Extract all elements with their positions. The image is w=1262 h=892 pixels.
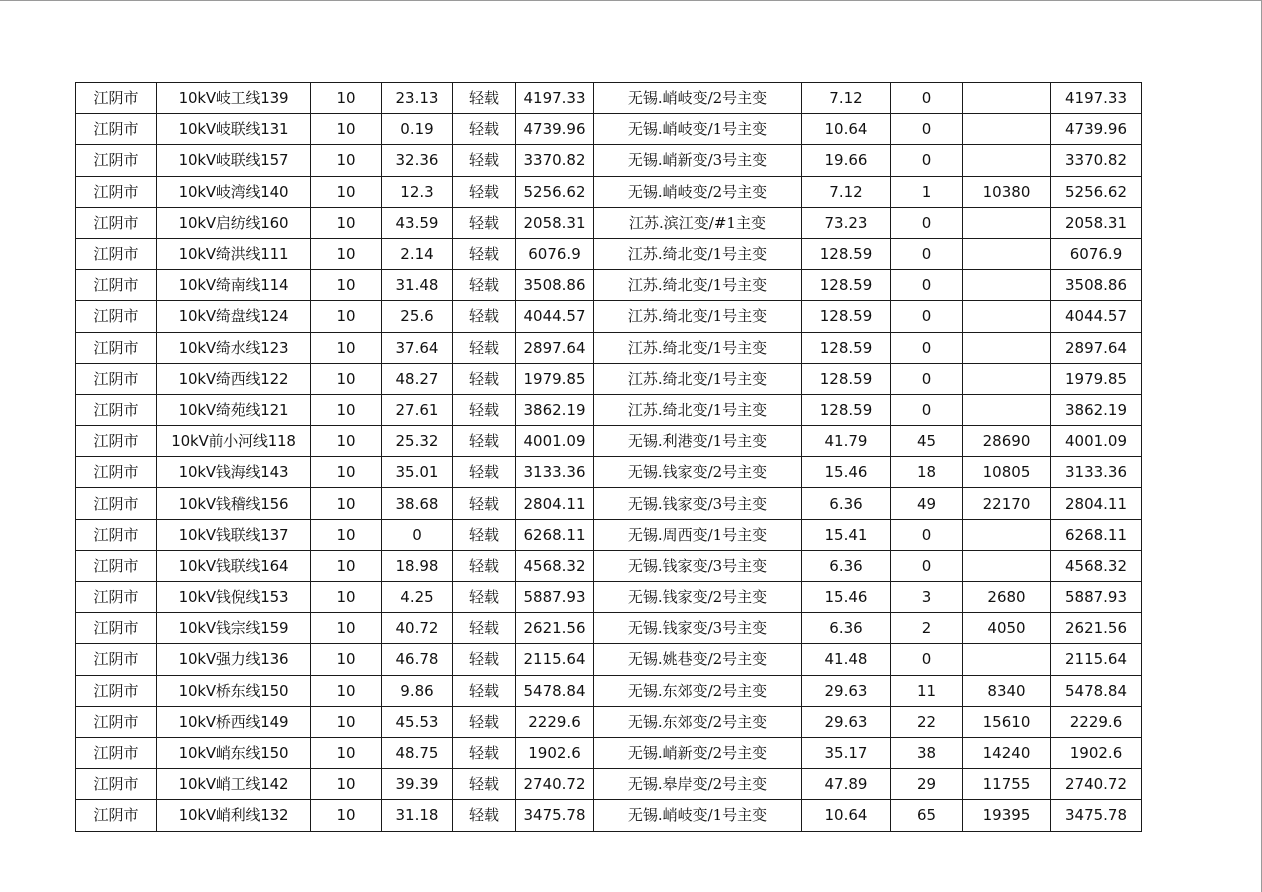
cell-line-name: 10kV绮西线122 [157, 363, 311, 394]
cell-count: 0 [891, 145, 963, 176]
cell-count: 65 [891, 800, 963, 831]
cell-line-name: 10kV前小河线118 [157, 426, 311, 457]
cell-line-name: 10kV钱联线137 [157, 519, 311, 550]
cell-amount [963, 145, 1051, 176]
cell-voltage: 10 [311, 706, 382, 737]
cell-substation: 无锡.钱家变/2号主变 [594, 582, 802, 613]
cell-load-rate: 9.86 [382, 675, 453, 706]
cell-city: 江阴市 [76, 238, 157, 269]
cell-load-rate: 45.53 [382, 706, 453, 737]
cell-load-status: 轻载 [453, 644, 516, 675]
cell-capacity: 2804.11 [516, 488, 594, 519]
cell-capacity: 4001.09 [516, 426, 594, 457]
cell-load-status: 轻载 [453, 737, 516, 768]
cell-substation-load: 15.41 [802, 519, 891, 550]
cell-substation-load: 6.36 [802, 613, 891, 644]
cell-load-rate: 31.48 [382, 270, 453, 301]
cell-voltage: 10 [311, 363, 382, 394]
cell-count: 0 [891, 270, 963, 301]
cell-load-rate: 32.36 [382, 145, 453, 176]
cell-city: 江阴市 [76, 519, 157, 550]
cell-substation-load: 6.36 [802, 488, 891, 519]
cell-substation: 无锡.峭岐变/1号主变 [594, 800, 802, 831]
cell-substation: 江苏.绮北变/1号主变 [594, 394, 802, 425]
cell-substation: 无锡.峭新变/3号主变 [594, 145, 802, 176]
cell-substation-load: 128.59 [802, 238, 891, 269]
cell-substation-load: 35.17 [802, 737, 891, 768]
cell-count: 0 [891, 644, 963, 675]
cell-substation-load: 128.59 [802, 332, 891, 363]
cell-substation: 江苏.滨江变/#1主变 [594, 207, 802, 238]
cell-load-status: 轻载 [453, 488, 516, 519]
table-row [76, 769, 1142, 800]
cell-count: 0 [891, 550, 963, 581]
cell-count: 0 [891, 83, 963, 114]
cell-capacity: 3862.19 [516, 394, 594, 425]
cell-total: 2897.64 [1051, 332, 1142, 363]
cell-city: 江阴市 [76, 706, 157, 737]
cell-substation-load: 7.12 [802, 176, 891, 207]
cell-substation-load: 41.48 [802, 644, 891, 675]
cell-substation-load: 29.63 [802, 706, 891, 737]
cell-load-rate: 37.64 [382, 332, 453, 363]
cell-line-name: 10kV绮洪线111 [157, 238, 311, 269]
cell-substation: 江苏.绮北变/1号主变 [594, 363, 802, 394]
cell-load-rate: 4.25 [382, 582, 453, 613]
table-row [76, 114, 1142, 145]
cell-load-rate: 25.32 [382, 426, 453, 457]
cell-substation-load: 128.59 [802, 270, 891, 301]
cell-substation-load: 128.59 [802, 394, 891, 425]
cell-city: 江阴市 [76, 426, 157, 457]
cell-city: 江阴市 [76, 675, 157, 706]
cell-total: 2804.11 [1051, 488, 1142, 519]
table-row [76, 426, 1142, 457]
cell-capacity: 5256.62 [516, 176, 594, 207]
table-body [76, 83, 1142, 832]
cell-substation: 无锡.东郊变/2号主变 [594, 675, 802, 706]
cell-load-status: 轻载 [453, 301, 516, 332]
cell-amount [963, 363, 1051, 394]
cell-load-rate: 12.3 [382, 176, 453, 207]
cell-count: 2 [891, 613, 963, 644]
cell-voltage: 10 [311, 800, 382, 831]
cell-line-name: 10kV钱宗线159 [157, 613, 311, 644]
table-row [76, 332, 1142, 363]
cell-city: 江阴市 [76, 114, 157, 145]
cell-amount [963, 301, 1051, 332]
cell-voltage: 10 [311, 426, 382, 457]
cell-voltage: 10 [311, 176, 382, 207]
cell-load-rate: 23.13 [382, 83, 453, 114]
cell-amount: 11755 [963, 769, 1051, 800]
cell-voltage: 10 [311, 582, 382, 613]
cell-capacity: 4568.32 [516, 550, 594, 581]
cell-load-status: 轻载 [453, 550, 516, 581]
cell-load-status: 轻载 [453, 238, 516, 269]
cell-total: 6076.9 [1051, 238, 1142, 269]
cell-load-status: 轻载 [453, 207, 516, 238]
cell-voltage: 10 [311, 613, 382, 644]
cell-substation: 江苏.绮北变/1号主变 [594, 238, 802, 269]
cell-load-status: 轻载 [453, 145, 516, 176]
cell-load-rate: 35.01 [382, 457, 453, 488]
cell-amount: 28690 [963, 426, 1051, 457]
cell-voltage: 10 [311, 644, 382, 675]
cell-capacity: 3508.86 [516, 270, 594, 301]
table-row [76, 207, 1142, 238]
cell-voltage: 10 [311, 145, 382, 176]
cell-load-status: 轻载 [453, 613, 516, 644]
cell-load-rate: 38.68 [382, 488, 453, 519]
cell-substation: 江苏.绮北变/1号主变 [594, 332, 802, 363]
cell-load-rate: 48.75 [382, 737, 453, 768]
cell-substation-load: 128.59 [802, 363, 891, 394]
cell-capacity: 4197.33 [516, 83, 594, 114]
cell-line-name: 10kV绮盘线124 [157, 301, 311, 332]
cell-load-rate: 18.98 [382, 550, 453, 581]
cell-amount [963, 550, 1051, 581]
cell-load-rate: 0.19 [382, 114, 453, 145]
cell-voltage: 10 [311, 270, 382, 301]
cell-total: 4044.57 [1051, 301, 1142, 332]
cell-capacity: 6076.9 [516, 238, 594, 269]
cell-city: 江阴市 [76, 270, 157, 301]
cell-substation: 无锡.钱家变/2号主变 [594, 457, 802, 488]
cell-line-name: 10kV岐联线157 [157, 145, 311, 176]
cell-voltage: 10 [311, 238, 382, 269]
cell-city: 江阴市 [76, 613, 157, 644]
cell-substation-load: 128.59 [802, 301, 891, 332]
cell-amount [963, 270, 1051, 301]
cell-voltage: 10 [311, 83, 382, 114]
cell-line-name: 10kV钱倪线153 [157, 582, 311, 613]
cell-load-rate: 0 [382, 519, 453, 550]
cell-substation-load: 15.46 [802, 457, 891, 488]
cell-capacity: 4044.57 [516, 301, 594, 332]
cell-line-name: 10kV峭工线142 [157, 769, 311, 800]
cell-load-rate: 46.78 [382, 644, 453, 675]
cell-voltage: 10 [311, 457, 382, 488]
feeder-load-table [75, 82, 1142, 832]
cell-substation: 无锡.峭岐变/2号主变 [594, 176, 802, 207]
table-row [76, 613, 1142, 644]
cell-capacity: 1979.85 [516, 363, 594, 394]
cell-total: 3508.86 [1051, 270, 1142, 301]
table-row [76, 270, 1142, 301]
cell-count: 0 [891, 301, 963, 332]
cell-capacity: 2115.64 [516, 644, 594, 675]
cell-load-status: 轻载 [453, 426, 516, 457]
cell-capacity: 1902.6 [516, 737, 594, 768]
cell-substation-load: 73.23 [802, 207, 891, 238]
table-row [76, 488, 1142, 519]
cell-amount [963, 519, 1051, 550]
cell-substation: 无锡.东郊变/2号主变 [594, 706, 802, 737]
table-row [76, 83, 1142, 114]
cell-amount: 10380 [963, 176, 1051, 207]
table-row [76, 644, 1142, 675]
cell-capacity: 3475.78 [516, 800, 594, 831]
cell-count: 11 [891, 675, 963, 706]
cell-load-status: 轻载 [453, 394, 516, 425]
cell-line-name: 10kV岐湾线140 [157, 176, 311, 207]
cell-total: 1979.85 [1051, 363, 1142, 394]
table-row [76, 238, 1142, 269]
cell-load-rate: 43.59 [382, 207, 453, 238]
cell-amount [963, 83, 1051, 114]
cell-count: 0 [891, 114, 963, 145]
cell-city: 江阴市 [76, 332, 157, 363]
table-row [76, 706, 1142, 737]
cell-capacity: 3133.36 [516, 457, 594, 488]
cell-total: 5478.84 [1051, 675, 1142, 706]
cell-city: 江阴市 [76, 83, 157, 114]
cell-total: 4568.32 [1051, 550, 1142, 581]
cell-capacity: 6268.11 [516, 519, 594, 550]
cell-load-status: 轻载 [453, 114, 516, 145]
cell-load-status: 轻载 [453, 706, 516, 737]
cell-count: 0 [891, 332, 963, 363]
cell-city: 江阴市 [76, 301, 157, 332]
cell-amount [963, 394, 1051, 425]
cell-city: 江阴市 [76, 769, 157, 800]
cell-total: 3133.36 [1051, 457, 1142, 488]
cell-voltage: 10 [311, 737, 382, 768]
cell-count: 0 [891, 207, 963, 238]
cell-substation-load: 47.89 [802, 769, 891, 800]
cell-capacity: 2058.31 [516, 207, 594, 238]
cell-amount [963, 114, 1051, 145]
cell-substation-load: 10.64 [802, 114, 891, 145]
cell-city: 江阴市 [76, 800, 157, 831]
cell-city: 江阴市 [76, 644, 157, 675]
table-row [76, 176, 1142, 207]
cell-city: 江阴市 [76, 737, 157, 768]
cell-amount [963, 238, 1051, 269]
cell-line-name: 10kV绮水线123 [157, 332, 311, 363]
cell-city: 江阴市 [76, 176, 157, 207]
cell-capacity: 3370.82 [516, 145, 594, 176]
cell-load-status: 轻载 [453, 332, 516, 363]
cell-substation-load: 6.36 [802, 550, 891, 581]
cell-amount: 14240 [963, 737, 1051, 768]
cell-total: 2740.72 [1051, 769, 1142, 800]
cell-load-rate: 31.18 [382, 800, 453, 831]
cell-substation-load: 19.66 [802, 145, 891, 176]
cell-substation: 无锡.周西变/1号主变 [594, 519, 802, 550]
cell-line-name: 10kV峭东线150 [157, 737, 311, 768]
cell-count: 1 [891, 176, 963, 207]
cell-total: 4739.96 [1051, 114, 1142, 145]
cell-substation: 无锡.利港变/1号主变 [594, 426, 802, 457]
cell-amount: 4050 [963, 613, 1051, 644]
cell-load-rate: 2.14 [382, 238, 453, 269]
cell-count: 22 [891, 706, 963, 737]
cell-city: 江阴市 [76, 550, 157, 581]
cell-line-name: 10kV钱稽线156 [157, 488, 311, 519]
cell-line-name: 10kV桥西线149 [157, 706, 311, 737]
cell-line-name: 10kV桥东线150 [157, 675, 311, 706]
cell-amount: 19395 [963, 800, 1051, 831]
cell-substation-load: 41.79 [802, 426, 891, 457]
cell-capacity: 2621.56 [516, 613, 594, 644]
cell-load-status: 轻载 [453, 457, 516, 488]
cell-city: 江阴市 [76, 457, 157, 488]
cell-load-status: 轻载 [453, 176, 516, 207]
cell-total: 6268.11 [1051, 519, 1142, 550]
cell-city: 江阴市 [76, 582, 157, 613]
cell-line-name: 10kV启纺线160 [157, 207, 311, 238]
cell-substation-load: 29.63 [802, 675, 891, 706]
cell-count: 0 [891, 394, 963, 425]
cell-amount [963, 332, 1051, 363]
cell-total: 2115.64 [1051, 644, 1142, 675]
cell-substation: 无锡.峭岐变/2号主变 [594, 83, 802, 114]
cell-voltage: 10 [311, 550, 382, 581]
cell-voltage: 10 [311, 519, 382, 550]
cell-line-name: 10kV绮南线114 [157, 270, 311, 301]
cell-total: 2621.56 [1051, 613, 1142, 644]
cell-load-rate: 48.27 [382, 363, 453, 394]
cell-load-status: 轻载 [453, 270, 516, 301]
cell-count: 45 [891, 426, 963, 457]
cell-capacity: 2740.72 [516, 769, 594, 800]
cell-substation-load: 10.64 [802, 800, 891, 831]
cell-amount [963, 644, 1051, 675]
cell-total: 2229.6 [1051, 706, 1142, 737]
cell-voltage: 10 [311, 675, 382, 706]
table-row [76, 363, 1142, 394]
cell-substation: 无锡.峭新变/2号主变 [594, 737, 802, 768]
cell-load-status: 轻载 [453, 582, 516, 613]
cell-voltage: 10 [311, 394, 382, 425]
cell-amount: 15610 [963, 706, 1051, 737]
table-row [76, 394, 1142, 425]
cell-total: 5256.62 [1051, 176, 1142, 207]
cell-city: 江阴市 [76, 394, 157, 425]
cell-substation: 无锡.皋岸变/2号主变 [594, 769, 802, 800]
cell-count: 49 [891, 488, 963, 519]
cell-capacity: 2229.6 [516, 706, 594, 737]
cell-total: 1902.6 [1051, 737, 1142, 768]
cell-voltage: 10 [311, 301, 382, 332]
cell-count: 0 [891, 363, 963, 394]
cell-voltage: 10 [311, 114, 382, 145]
table-row [76, 145, 1142, 176]
table-row [76, 582, 1142, 613]
cell-substation: 江苏.绮北变/1号主变 [594, 270, 802, 301]
cell-voltage: 10 [311, 488, 382, 519]
cell-count: 38 [891, 737, 963, 768]
cell-load-rate: 25.6 [382, 301, 453, 332]
cell-load-status: 轻载 [453, 769, 516, 800]
cell-total: 2058.31 [1051, 207, 1142, 238]
cell-load-status: 轻载 [453, 519, 516, 550]
table-row [76, 301, 1142, 332]
cell-capacity: 5478.84 [516, 675, 594, 706]
cell-load-status: 轻载 [453, 363, 516, 394]
cell-substation-load: 15.46 [802, 582, 891, 613]
cell-capacity: 5887.93 [516, 582, 594, 613]
cell-total: 3862.19 [1051, 394, 1142, 425]
cell-line-name: 10kV岐联线131 [157, 114, 311, 145]
cell-count: 0 [891, 519, 963, 550]
cell-amount: 8340 [963, 675, 1051, 706]
cell-amount: 22170 [963, 488, 1051, 519]
cell-city: 江阴市 [76, 363, 157, 394]
table-row [76, 675, 1142, 706]
table-row [76, 457, 1142, 488]
cell-load-status: 轻载 [453, 800, 516, 831]
cell-count: 3 [891, 582, 963, 613]
cell-count: 0 [891, 238, 963, 269]
cell-total: 4197.33 [1051, 83, 1142, 114]
cell-line-name: 10kV钱海线143 [157, 457, 311, 488]
cell-substation: 无锡.钱家变/3号主变 [594, 488, 802, 519]
cell-line-name: 10kV峭利线132 [157, 800, 311, 831]
table-row [76, 519, 1142, 550]
cell-substation: 江苏.绮北变/1号主变 [594, 301, 802, 332]
cell-substation: 无锡.峭岐变/1号主变 [594, 114, 802, 145]
cell-city: 江阴市 [76, 207, 157, 238]
cell-total: 5887.93 [1051, 582, 1142, 613]
table-row [76, 550, 1142, 581]
cell-count: 18 [891, 457, 963, 488]
cell-total: 3370.82 [1051, 145, 1142, 176]
cell-amount: 10805 [963, 457, 1051, 488]
cell-substation-load: 7.12 [802, 83, 891, 114]
cell-substation: 无锡.姚巷变/2号主变 [594, 644, 802, 675]
cell-amount: 2680 [963, 582, 1051, 613]
cell-line-name: 10kV强力线136 [157, 644, 311, 675]
cell-load-rate: 39.39 [382, 769, 453, 800]
cell-substation: 无锡.钱家变/3号主变 [594, 613, 802, 644]
cell-capacity: 2897.64 [516, 332, 594, 363]
cell-substation: 无锡.钱家变/3号主变 [594, 550, 802, 581]
cell-load-rate: 40.72 [382, 613, 453, 644]
cell-load-status: 轻载 [453, 83, 516, 114]
cell-voltage: 10 [311, 332, 382, 363]
cell-line-name: 10kV钱联线164 [157, 550, 311, 581]
cell-line-name: 10kV岐工线139 [157, 83, 311, 114]
cell-city: 江阴市 [76, 145, 157, 176]
cell-city: 江阴市 [76, 488, 157, 519]
cell-capacity: 4739.96 [516, 114, 594, 145]
table-row [76, 800, 1142, 831]
cell-amount [963, 207, 1051, 238]
cell-voltage: 10 [311, 769, 382, 800]
table-row [76, 737, 1142, 768]
cell-load-rate: 27.61 [382, 394, 453, 425]
cell-line-name: 10kV绮苑线121 [157, 394, 311, 425]
cell-total: 4001.09 [1051, 426, 1142, 457]
cell-load-status: 轻载 [453, 675, 516, 706]
cell-count: 29 [891, 769, 963, 800]
cell-total: 3475.78 [1051, 800, 1142, 831]
cell-voltage: 10 [311, 207, 382, 238]
